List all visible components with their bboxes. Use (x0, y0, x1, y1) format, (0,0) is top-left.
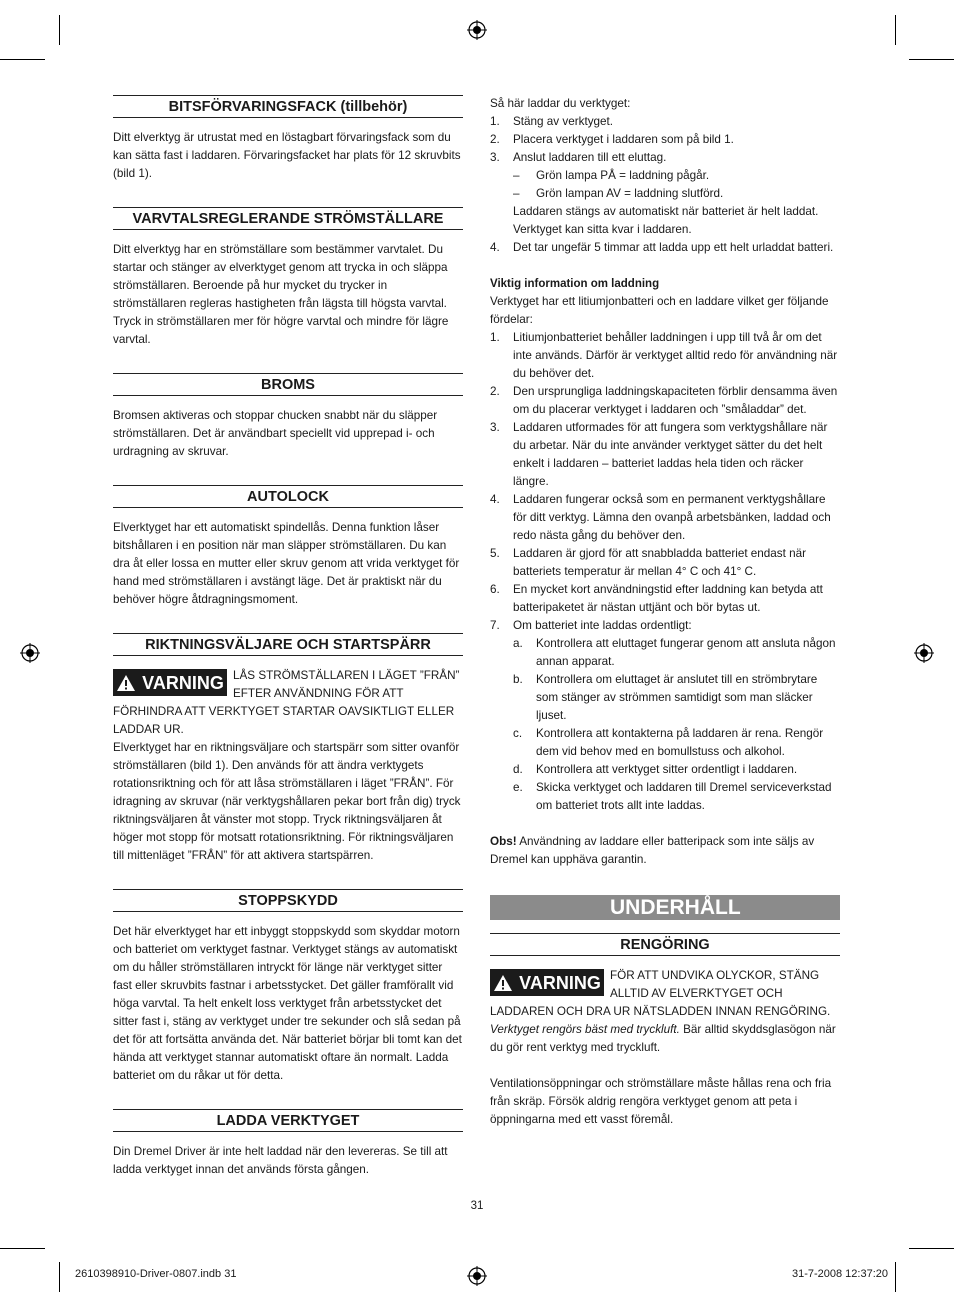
warning-label: VARNING (519, 972, 601, 993)
section-heading: STOPPSKYDD (113, 889, 463, 912)
crop-mark (895, 15, 896, 45)
sub-list (513, 635, 840, 815)
warning-text: FÖR ATT UNDVIKA OLYCKOR, STÄNG ALLTID AV ELVERKTYGET OCH LADDAREN OCH DRA UR NÄTSLADDEN INNAN RENGÖRING. Verktyget rengörs bäst med tryckluft. Bär alltid skyddsglasögon när du gör rent verktyg med tryckluft. (490, 969, 836, 1054)
list-item: 6. En mycket kort användningstid efter laddning kan betyda att batteripaketet är nästan uttjänt och bör bytas ut. (490, 583, 823, 614)
list-item: 4. Det tar ungefär 5 timmar att ladda upp ett helt urladdat batteri. (490, 241, 834, 254)
important-intro: Verktyget har ett litiumjonbatteri och en laddare vilket ger följande fördelar: (490, 295, 829, 326)
footer-file: 2610398910-Driver-0807.indb 31 (75, 1268, 237, 1280)
footer-datetime: 31-7-2008 12:37:20 (791, 1268, 888, 1280)
right-column (490, 95, 840, 1129)
section-heading: RENGÖRING (490, 933, 840, 956)
crop-mark (909, 1248, 954, 1249)
page-number: 31 (470, 1200, 484, 1212)
left-column (113, 95, 463, 1179)
crop-mark (909, 59, 954, 60)
warning-label: VARNING (142, 672, 224, 693)
warning-triangle-icon (493, 974, 513, 992)
crop-mark (0, 59, 45, 60)
section-heading: VARVTALSREGLERANDE STRÖMSTÄLLARE (113, 207, 463, 230)
registration-mark-icon (914, 643, 934, 663)
charge-steps (490, 113, 840, 257)
section-direction (113, 633, 463, 865)
list-item: 2. Den ursprungliga laddningskapaciteten förblir densamma även om du placerar verktyget i laddaren och ”småladdar” det. (490, 385, 838, 416)
section-charge (113, 1109, 463, 1179)
section-text: Ditt elverktyg är utrustat med en löstagbart förvaringsfack som du kan sätta fast i laddaren. Förvaringsfacket har plats för 12 skruvbits (bild 1). (113, 131, 461, 180)
section-stall-protection (113, 889, 463, 1085)
section-text: Elverktyget har ett automatiskt spindellås. Denna funktion låser bitshållaren i en position när man släpper strömställaren. Du kan dra åt eller lossa en mutter eller skruv genom att vrida verktyget för hand med strömställaren i avstängt läge. Det är praktiskt när du behöver högre åtdragningsmoment. (113, 521, 460, 606)
list-item: d. Kontrollera att verktyget sitter ordentligt i laddaren. (513, 763, 798, 776)
section-heading: AUTOLOCK (113, 485, 463, 508)
list-item: 2. Placera verktyget i laddaren som på bild 1. (490, 133, 734, 146)
list-item: 1. Litiumjonbatteriet behåller laddningen i upp till två år om det inte används. Därför är verktyget alltid redo för användning när du behöver det. (490, 331, 838, 380)
section-text: Det här elverktyget har ett inbyggt stoppskydd som skyddar motorn och batteriet om verktyget fastnar. Verktyget stängs av automatiskt om du håller strömställaren intryckt för länge när verktyget sitter fast eller skruvbits fastnar i arbetsstycket. Det gäller framförallt vid höga varvtal. Ta helt enkelt loss verktyget från arbetsstycket det sitter fast i, stäng av verktyget under tre sekunder och slå sedan på det för att fortsätta använda det. När batteriet börjar bli tomt kan det hända att verktyget stannar automatiskt oftare än normalt. Ladda batteriet om du råkar ut för detta. (113, 925, 462, 1082)
warning-block (113, 667, 463, 739)
list-item: – Grön lampan AV = laddning slutförd. (513, 187, 724, 200)
important-list (490, 329, 840, 815)
list-item: b. Kontrollera om eluttaget är anslutet till en strömbrytare som stänger av strömmen samtidigt som man släcker ljuset. (513, 673, 818, 722)
sub-list (513, 167, 840, 203)
section-heading: BROMS (113, 373, 463, 396)
list-item: 1. Stäng av verktyget. (490, 115, 614, 128)
warning-block (490, 967, 840, 1057)
warning-badge (113, 669, 227, 696)
registration-mark-icon (467, 1266, 487, 1286)
crop-mark (59, 1262, 60, 1292)
section-speed-switch (113, 207, 463, 349)
crop-mark (895, 1262, 896, 1292)
list-item: 3. Anslut laddaren till ett eluttag. – Grön lampa PÅ = laddning pågår. – Grön lampan AV = laddning slutförd. Laddaren stängs av automatiskt när batteriet är helt laddat. Verktyget kan sitta kvar i laddaren. (490, 149, 840, 239)
warning-badge (490, 969, 604, 996)
section-heading: RIKTNINGSVÄLJARE OCH STARTSPÄRR (113, 633, 463, 656)
list-item: e. Skicka verktyget och laddaren till Dremel serviceverkstad om batteriet trots allt inte laddas. (513, 781, 832, 812)
list-item: 5. Laddaren är gjord för att snabbladda batteriet endast när batteriets temperatur är mellan 4° C och 41° C. (490, 547, 807, 578)
obs-label: Obs! (490, 835, 517, 848)
section-cleaning (490, 933, 840, 1129)
section-brake (113, 373, 463, 461)
maintenance-band: UNDERHÅLL (490, 895, 840, 920)
step-note: Laddaren stängs av automatiskt när batteriet är helt laddat. Verktyget kan sitta kvar i laddaren. (513, 205, 819, 236)
warning-triangle-icon (116, 674, 136, 692)
list-item: – Grön lampa PÅ = laddning pågår. (513, 169, 710, 182)
section-heading: BITSFÖRVARINGSFACK (tillbehör) (113, 95, 463, 118)
obs-note: Obs! Användning av laddare eller batteripack som inte säljs av Dremel kan upphäva garantin. (490, 835, 815, 866)
crop-mark (0, 1248, 45, 1249)
registration-mark-icon (20, 643, 40, 663)
list-item: 7. Om batteriet inte laddas ordentligt: a. Kontrollera att eluttaget fungerar genom att ansluta någon annan apparat. b. Kontrollera om eluttaget är anslutet till en strömbrytare som stänger av strömmen samtidigt som man släcker ljuset. c. Kontrollera att kontakterna på laddaren är rena. Rengör dem vid behov med en bomullstuss och alkohol. d. Kontrollera att verktyget sitter ordentligt i laddaren. e. Skicka verktyget och laddaren till Dremel serviceverkstad om batteriet trots allt inte laddas. (490, 617, 840, 815)
registration-mark-icon (467, 20, 487, 40)
section-text: Bromsen aktiveras och stoppar chucken snabbt när du släpper strömställaren. Det är användbart speciellt vid upprepad i- och urdragning av skruvar. (113, 409, 438, 458)
section-text: Elverktyget har en riktningsväljare och startspärr som sitter ovanför strömställaren (bild 1). Den används för att ändra verktygets rotationsriktning och för att låsa strömställaren i läget ”FRÅN”. För idragning av skruvar (när verktygshållaren pekar bort från dig) tryck riktningsväljaren åt vänster mot stopp. Tryck riktningsväljaren åt höger mot stopp för motsatt rotationsriktning. För riktningsväljaren till mittenläget ”FRÅN” för att aktivera startspärren. (113, 741, 461, 862)
section-text: Ditt elverktyg har en strömställare som bestämmer varvtalet. Du startar och stänger av elverktyget genom att trycka in och släppa strömställaren. Beroende på hur mycket du trycker in strömställaren regleras hastigheten från lägsta till högsta varvtal. Tryck in strömställaren mer för högre varvtal och mindre för lägre varvtal. (113, 243, 449, 346)
section-heading: LADDA VERKTYGET (113, 1109, 463, 1132)
list-item: a. Kontrollera att eluttaget fungerar genom att ansluta någon annan apparat. (513, 637, 836, 668)
section-text: Din Dremel Driver är inte helt laddad när den levereras. Se till att ladda verktyget innan det används första gången. (113, 1145, 448, 1176)
section-bits (113, 95, 463, 183)
important-heading: Viktig information om laddning (490, 278, 660, 290)
list-item: 3. Laddaren utformades för att fungera som verktygshållare när du arbetar. När du inte använder verktyget sätter du det helt enkelt i laddaren – batteriet laddas hela tiden och räcker längre. (490, 421, 828, 488)
list-item: 4. Laddaren fungerar också som en permanent verktygshållare för ditt verktyg. Lämna den ovanpå arbetsbänken, laddad och redo nästa gång du behöver den. (490, 493, 831, 542)
charge-intro: Så här laddar du verktyget: (490, 97, 631, 110)
section-text: Ventilationsöppningar och strömställare måste hållas rena och fria från skräp. Försök aldrig rengöra verktyget genom att peta i öppningarna med ett vasst föremål. (490, 1077, 832, 1126)
section-autolock (113, 485, 463, 609)
list-item: c. Kontrollera att kontakterna på laddaren är rena. Rengör dem vid behov med en bomullstuss och alkohol. (513, 727, 824, 758)
crop-mark (59, 15, 60, 45)
warning-text: LÅS STRÖMSTÄLLAREN I LÄGET ”FRÅN” EFTER ANVÄNDNING FÖR ATT FÖRHINDRA ATT VERKTYGET STARTAR OAVSIKTLIGT ELLER LADDAR UR. (113, 669, 460, 736)
